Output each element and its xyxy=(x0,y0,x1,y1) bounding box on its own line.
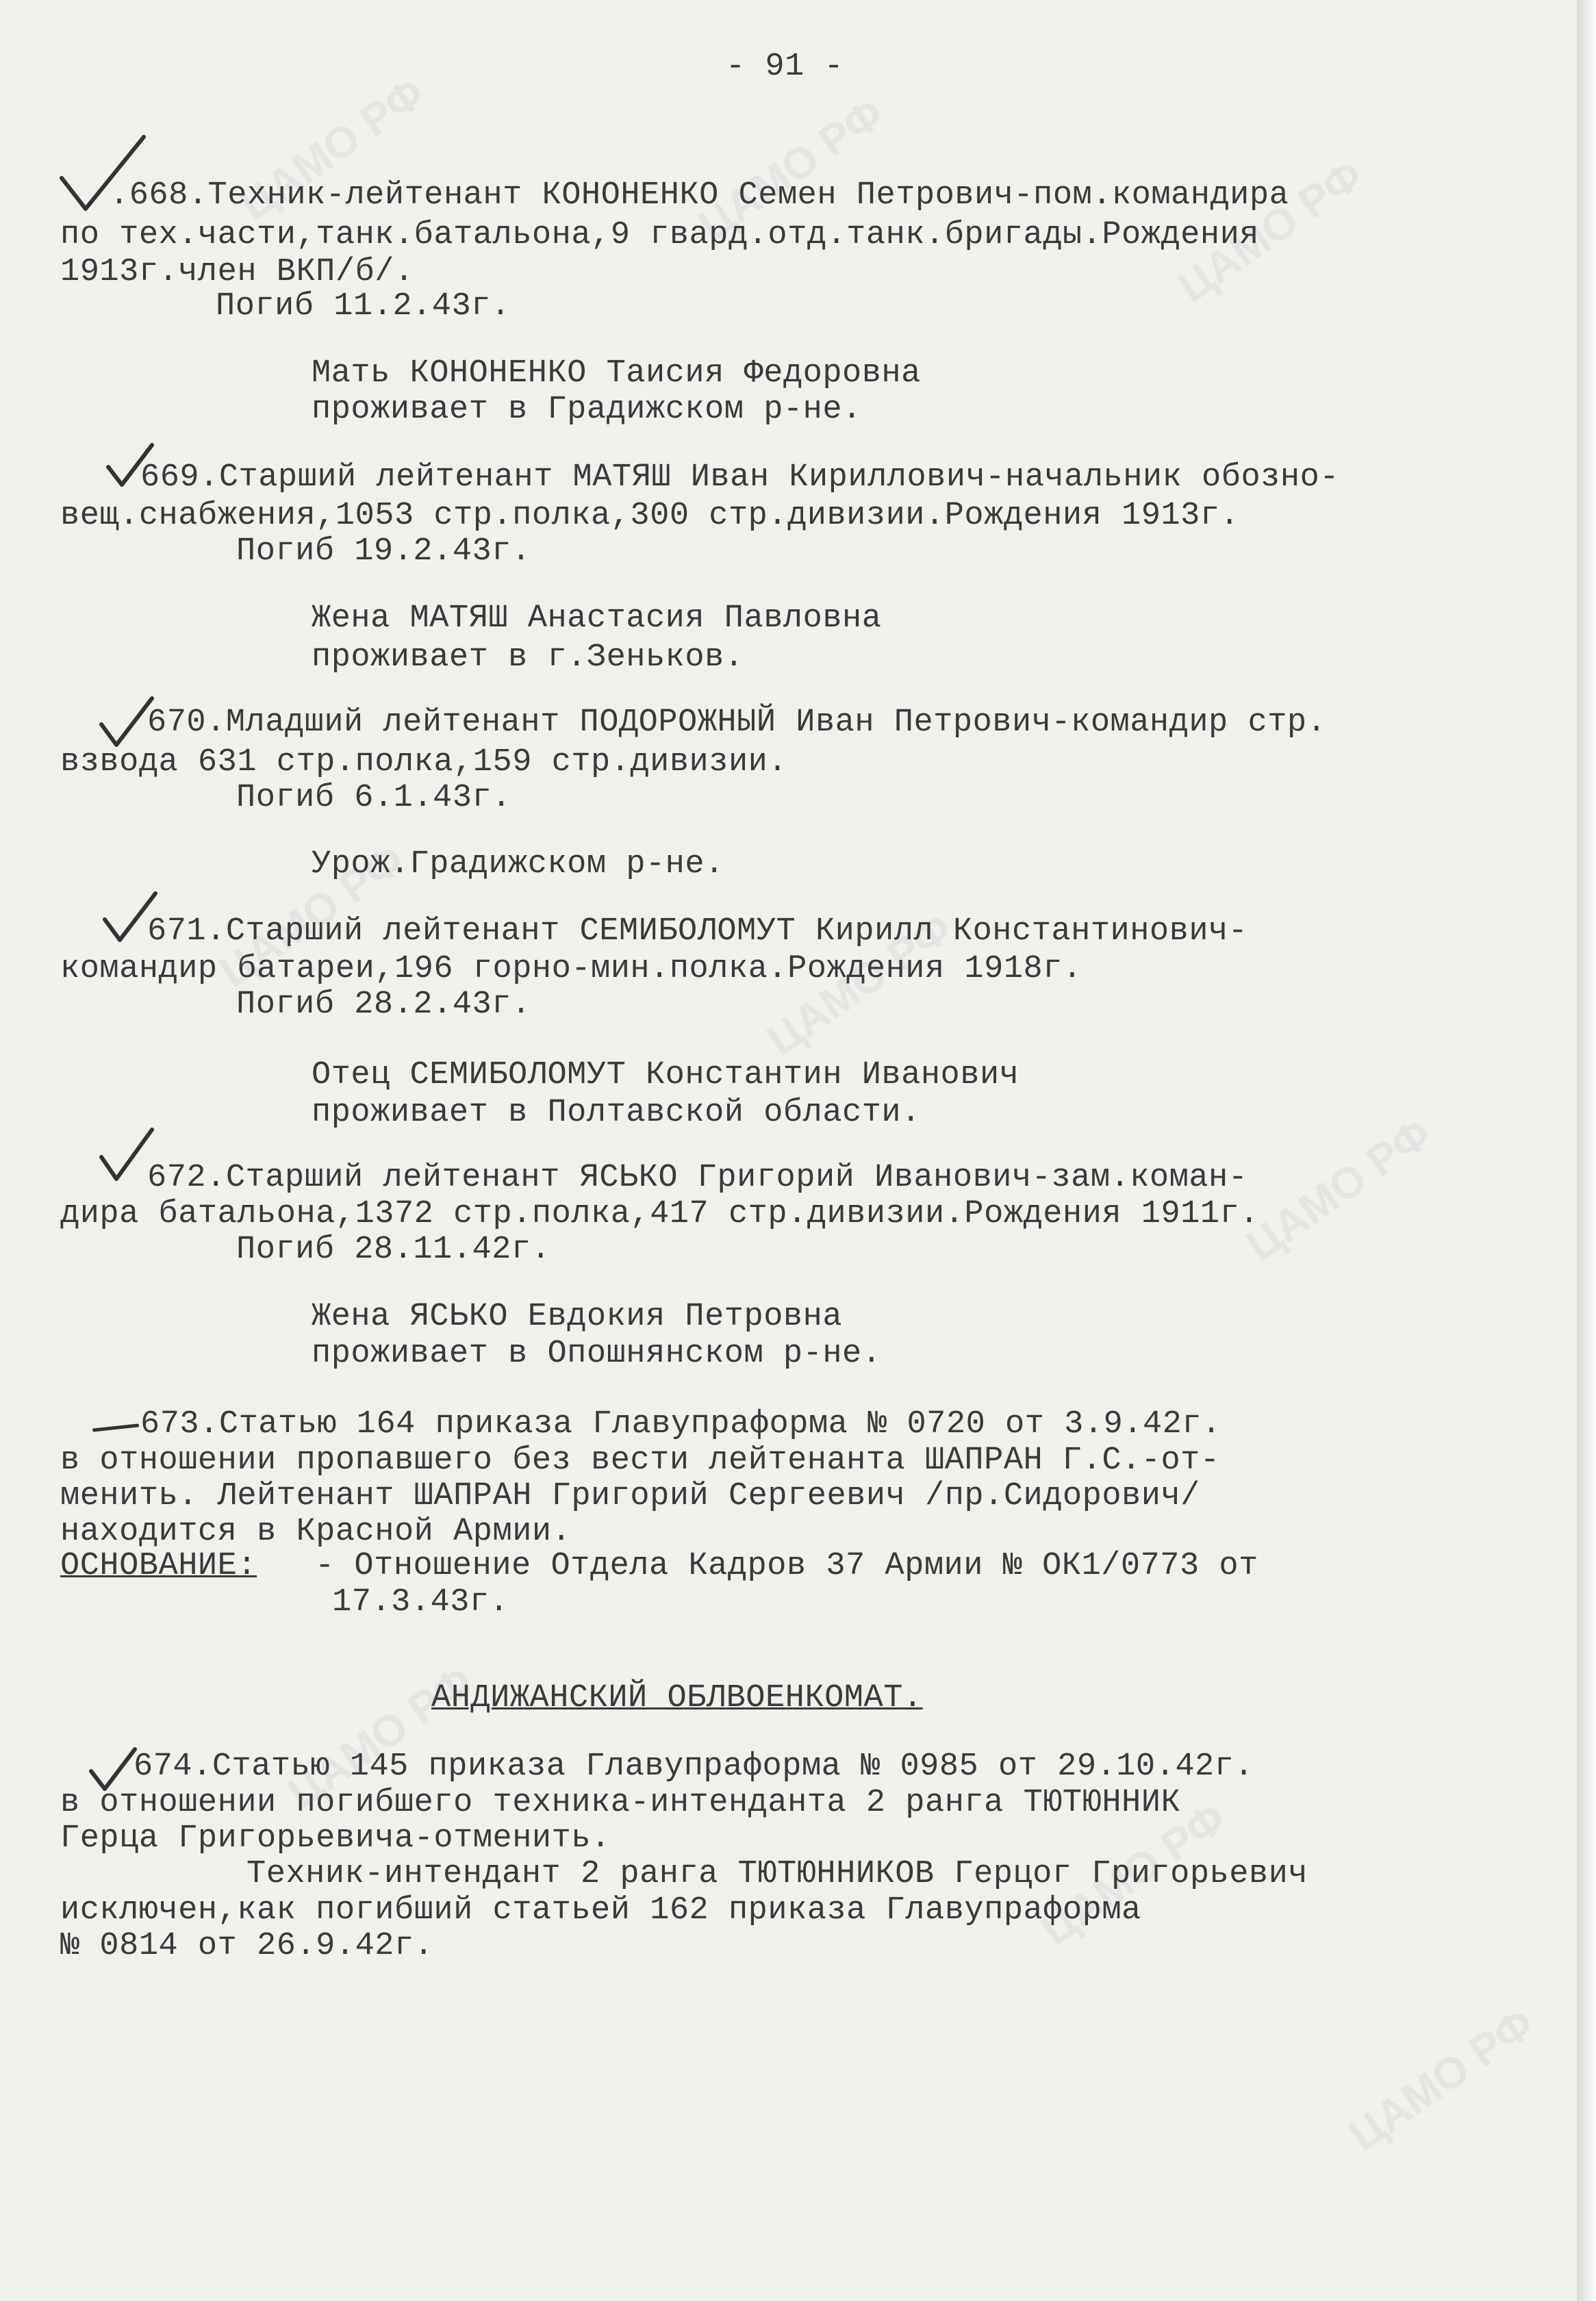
entry-671-death: Погиб 28.2.43г. xyxy=(236,987,531,1023)
entry-668-line1: .668.Техник-лейтенант КОНОНЕНКО Семен Петрович-пом.командира xyxy=(110,177,1289,214)
entry-673-line2: в отношении пропавшего без вести лейтенанта ШАПРАН Г.С.-от- xyxy=(60,1442,1220,1479)
entry-671-line1: 671.Старший лейтенант СЕМИБОЛОМУТ Кирилл Константинович- xyxy=(147,913,1248,950)
entry-674-line3: Герца Григорьевича-отменить. xyxy=(60,1820,611,1857)
entry-672-line1: 672.Старший лейтенант ЯСЬКО Григорий Иванович-зам.коман- xyxy=(147,1160,1248,1196)
entry-670-line2: взвода 631 стр.полка,159 стр.дивизии. xyxy=(60,744,788,780)
dash-mark xyxy=(92,1423,139,1432)
watermark: ЦАМО РФ xyxy=(279,1655,481,1818)
entry-671-relative: Отец СЕМИБОЛОМУТ Константин Иванович xyxy=(312,1057,1019,1093)
watermark: ЦАМО РФ xyxy=(689,88,892,251)
section-title: АНДИЖАНСКИЙ ОБЛВОЕНКОМАТ. xyxy=(431,1680,923,1716)
entry-669-residence: проживает в г.Зеньков. xyxy=(312,639,744,676)
entry-670-death: Погиб 6.1.43г. xyxy=(236,780,511,816)
entry-669-line2: вещ.снабжения,1053 стр.полка,300 стр.дивизии.Рождения 1913г. xyxy=(60,498,1240,534)
basis-date: 17.3.43г. xyxy=(332,1584,509,1620)
entry-672-death: Погиб 28.11.42г. xyxy=(236,1232,551,1268)
watermark: ЦАМО РФ xyxy=(210,834,413,997)
entry-668-line2: по тех.части,танк.батальона,9 гвард.отд.танк.бригады.Рождения xyxy=(60,217,1259,253)
basis-text: - Отношение Отдела Кадров 37 Армии № ОК1/0773 от xyxy=(315,1548,1258,1584)
entry-673-line4: находится в Красной Армии. xyxy=(60,1514,572,1550)
basis-label: ОСНОВАНИЕ: xyxy=(60,1548,257,1584)
entry-672-relative: Жена ЯСЬКО Евдокия Петровна xyxy=(312,1299,843,1335)
watermark: ЦАМО РФ xyxy=(231,67,433,230)
entry-673-line1: 673.Статью 164 приказа Главупраформа № 0720 от 3.9.42г. xyxy=(140,1406,1221,1442)
entry-669-line1: 669.Старший лейтенант МАТЯШ Иван Кириллович-начальник обозно- xyxy=(140,459,1339,496)
entry-670-birthplace: Урож.Градижском р-не. xyxy=(312,846,724,882)
entry-668-residence: проживает в Градижском р-не. xyxy=(312,392,862,428)
entry-668-line3: 1913г.член ВКП/б/. xyxy=(60,254,414,290)
entry-672-residence: проживает в Опошнянском р-не. xyxy=(312,1336,882,1372)
entry-671-residence: проживает в Полтавской области. xyxy=(312,1095,921,1131)
entry-671-line2: командир батареи,196 горно-мин.полка.Рождения 1918г. xyxy=(60,951,1082,987)
entry-674-line1: 674.Статью 145 приказа Главупраформа № 0985 от 29.10.42г. xyxy=(134,1749,1254,1785)
entry-674-line5: исключен,как погибший статьей 162 приказа Главупраформа xyxy=(60,1892,1141,1929)
page-number: - 91 - xyxy=(726,49,844,85)
entry-668-relative: Мать КОНОНЕНКО Таисия Федоровна xyxy=(312,355,921,392)
watermark: ЦАМО РФ xyxy=(1169,149,1371,312)
entry-668-death: Погиб 11.2.43г. xyxy=(216,288,511,325)
entry-669-relative: Жена МАТЯШ Анастасия Павловна xyxy=(312,600,882,637)
page-edge xyxy=(1577,0,1596,2301)
watermark: ЦАМО РФ xyxy=(1237,1108,1440,1271)
entry-674-line4: Техник-интендант 2 ранга ТЮТЮННИКОВ Герцог Григорьевич xyxy=(246,1856,1308,1892)
entry-670-line1: 670.Младший лейтенант ПОДОРОЖНЫЙ Иван Петрович-командир стр. xyxy=(147,704,1327,741)
watermark: ЦАМО РФ xyxy=(1032,1792,1234,1955)
entry-673-line3: менить. Лейтенант ШАПРАН Григорий Сергеевич /пр.Сидорович/ xyxy=(60,1478,1200,1514)
entry-674-line2: в отношении погибшего техника-интенданта 2 ранга ТЮТЮННИК xyxy=(60,1785,1181,1821)
entry-672-line2: дира батальона,1372 стр.полка,417 стр.дивизии.Рождения 1911г. xyxy=(60,1196,1259,1232)
entry-674-line6: № 0814 от 26.9.42г. xyxy=(60,1928,434,1964)
watermark: ЦАМО РФ xyxy=(1340,1998,1543,2161)
entry-669-death: Погиб 19.2.43г. xyxy=(236,533,531,570)
watermark: ЦАМО РФ xyxy=(758,902,961,1065)
